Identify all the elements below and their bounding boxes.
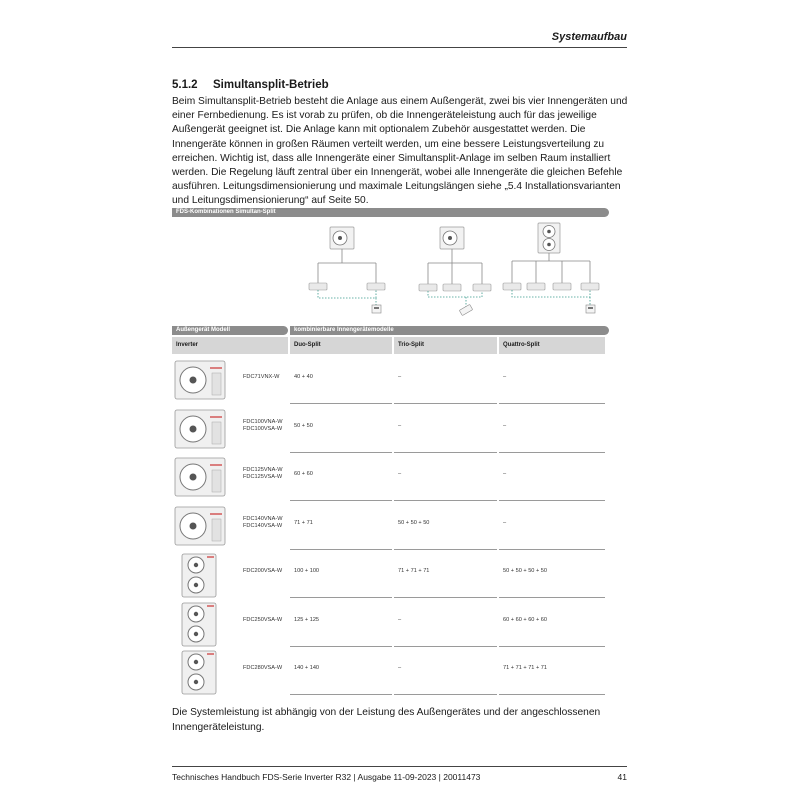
model-name: FDC125VNA-W FDC125VSA-W [243, 467, 283, 480]
cell-duo: 60 + 60 [294, 471, 313, 477]
footer-text: Technisches Handbuch FDS-Serie Inverter R32 | Ausgabe 11-09-2023 | 20011473 [172, 772, 481, 782]
table-row [172, 647, 605, 696]
model-name: FDC280VSA-W [243, 665, 283, 671]
model-name: FDC100VNA-W FDC100VSA-W [243, 418, 283, 432]
row-divider [290, 694, 392, 695]
cell-duo: 140 + 140 [294, 665, 320, 671]
outdoor-unit-single-fan-image [174, 505, 226, 552]
col-head-trio: Trio-Split [394, 337, 497, 354]
group-header-outdoor: Außengerät Modell [172, 326, 288, 335]
header-title: Systemaufbau [551, 31, 627, 43]
section-number: 5.1.2 [172, 79, 198, 91]
cell-quattro: – [503, 374, 507, 380]
trio-split-diagram [419, 227, 491, 316]
model-name: FDC250VSA-W [243, 616, 283, 623]
cell-quattro: 50 + 50 + 50 + 50 [503, 568, 548, 574]
page-number: 41 [617, 772, 627, 782]
cell-duo: 40 + 40 [294, 374, 313, 380]
model-name: FDC200VSA-W [243, 568, 283, 574]
outdoor-unit-double-fan-image [174, 602, 226, 652]
outdoor-unit-double-fan-image [174, 650, 226, 700]
model-name: FDC140VNA-W FDC140VSA-W [243, 515, 283, 529]
cell-trio: – [398, 422, 402, 429]
system-diagrams [290, 221, 610, 325]
table-row [172, 356, 605, 405]
cell-trio: – [398, 471, 402, 477]
group-header-indoor: kombinierbare Innengerätemodelle [290, 326, 609, 335]
col-head-inverter: Inverter [172, 337, 288, 354]
cell-duo: 71 + 71 [294, 519, 313, 526]
model-name: FDC71VNX-W [243, 374, 280, 380]
cell-quattro: – [503, 519, 507, 526]
cell-trio: – [398, 665, 402, 671]
cell-trio: 71 + 71 + 71 [398, 568, 430, 574]
intro-paragraph: Beim Simultansplit-Betrieb besteht die Anlage aus einem Außengerät, zwei bis vier Innengeräten und einer Fernbedienung. Es ist vorab zu prüfen, ob die Innengeräteleistung auch für das jeweilige Außengerät geeignet ist. Die Anlage kann mit optionalem Zubehör ausgestattet werden. Die Innengeräte können in großen Räumen verteilt werden, um eine bessere Leistungsverteilung zu erreichen. Wichtig ist, dass alle Innengeräte einer Simultansplit-Anlage im selben Raum installiert werden. Die Regelung läuft zentral über ein Innengerät, wobei alle Innengeräte die gleichen Befehle ausführen. Leitungsdimensionierung und maximale Leitungslängen siehe „5.4 Installationsvarianten und Leitungsdimensionierung“ auf Seite 50. [172, 96, 628, 207]
outdoor-unit-single-fan-image [174, 359, 226, 406]
outdoor-unit-single-fan-image [174, 408, 226, 455]
table-row [172, 453, 605, 502]
row-divider [394, 694, 497, 695]
table-row [172, 550, 605, 599]
cell-quattro: 71 + 71 + 71 + 71 [503, 665, 548, 671]
cell-trio: – [398, 374, 402, 380]
outdoor-unit-double-fan-image [174, 553, 226, 603]
duo-split-diagram [309, 227, 385, 313]
table-row [172, 599, 605, 648]
footer-rule [172, 766, 627, 767]
cell-quattro: – [503, 471, 507, 477]
cell-duo: 125 + 125 [294, 616, 320, 623]
cell-quattro: – [503, 422, 507, 429]
cell-duo: 100 + 100 [294, 568, 320, 574]
table-band-title: FDS-Kombinationen Simultan-Split [172, 208, 609, 217]
quattro-split-diagram [503, 223, 599, 313]
section-title: Simultansplit-Betrieb [213, 79, 329, 91]
header-rule [172, 47, 627, 48]
cell-trio: 50 + 50 + 50 [398, 519, 430, 526]
outdoor-unit-single-fan-image [174, 456, 226, 503]
cell-quattro: 60 + 60 + 60 + 60 [503, 616, 548, 623]
outro-paragraph: Die Systemleistung ist abhängig von der Leistung des Außengerätes und der angeschlossenen Innengeräteleistung. [172, 707, 601, 733]
table-row [172, 405, 605, 454]
table-row [172, 502, 605, 551]
row-divider [499, 694, 605, 695]
col-head-duo: Duo-Split [290, 337, 392, 354]
cell-duo: 50 + 50 [294, 422, 313, 429]
col-head-quattro: Quattro-Split [499, 337, 605, 354]
cell-trio: – [398, 616, 402, 623]
